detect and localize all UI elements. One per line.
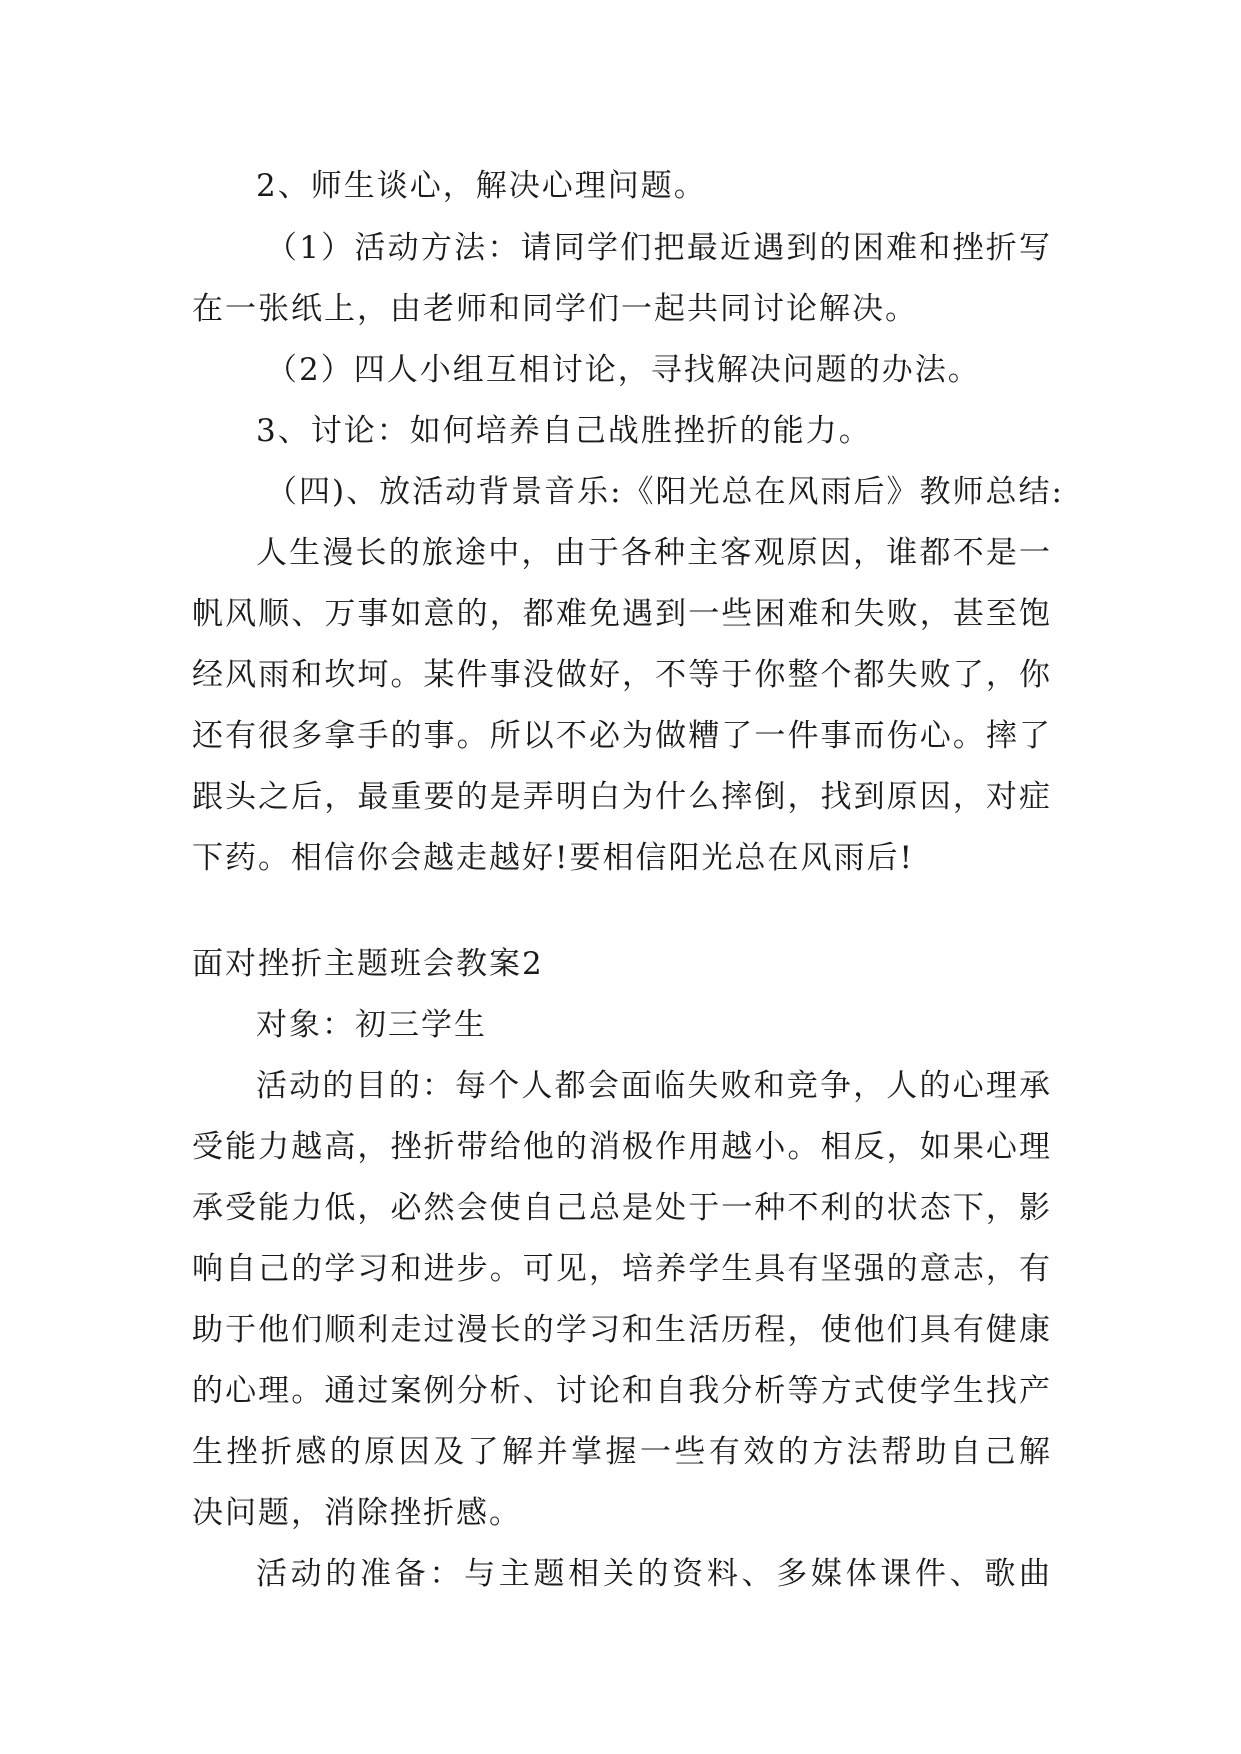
summary-line-1: 人生漫长的旅途中，由于各种主客观原因，谁都不是一 <box>256 535 1052 571</box>
purpose-line-6: 的心理。通过案例分析、讨论和自我分析等方式使学生找产 <box>192 1373 1052 1409</box>
purpose-line-5: 助于他们顺利走过漫长的学习和生活历程，使他们具有健康 <box>192 1312 1052 1348</box>
summary-line-3: 经风雨和坎坷。某件事没做好，不等于你整个都失败了，你 <box>192 657 1052 693</box>
summary-line-5: 跟头之后，最重要的是弄明白为什么摔倒，找到原因，对症 <box>192 779 1052 815</box>
purpose-line-4: 响自己的学习和进步。可见，培养学生具有坚强的意志，有 <box>192 1251 1052 1287</box>
step-2-1-line-1: （1）活动方法：请同学们把最近遇到的困难和挫折写 <box>266 230 1052 266</box>
target-audience-line: 对象：初三学生 <box>256 1007 487 1043</box>
step-2-1-line-2: 在一张纸上，由老师和同学们一起共同讨论解决。 <box>192 291 918 327</box>
purpose-line-1: 活动的目的：每个人都会面临失败和竞争，人的心理承 <box>256 1068 1052 1104</box>
lesson-plan-2-title: 面对挫折主题班会教案2 <box>192 946 544 982</box>
step-2-2-line: （2）四人小组互相讨论，寻找解决问题的办法。 <box>266 352 981 388</box>
purpose-line-7: 生挫折感的原因及了解并掌握一些有效的方法帮助自己解 <box>192 1434 1052 1470</box>
preparation-line-1: 活动的准备：与主题相关的资料、多媒体课件、歌曲 <box>256 1556 1052 1592</box>
purpose-line-8: 决问题，消除挫折感。 <box>192 1495 522 1531</box>
summary-line-6: 下药。相信你会越走越好!要相信阳光总在风雨后! <box>192 840 914 876</box>
summary-line-2: 帆风顺、万事如意的，都难免遇到一些困难和失败，甚至饱 <box>192 596 1052 632</box>
step-3-heading: 3、讨论：如何培养自己战胜挫折的能力。 <box>256 413 872 449</box>
purpose-line-2: 受能力越高，挫折带给他的消极作用越小。相反，如果心理 <box>192 1129 1052 1165</box>
step-2-heading: 2、师生谈心，解决心理问题。 <box>256 168 707 204</box>
purpose-line-3: 承受能力低，必然会使自己总是处于一种不利的状态下，影 <box>192 1190 1052 1226</box>
section-4-heading: （四)、放活动背景音乐:《阳光总在风雨后》教师总结: <box>266 474 1064 510</box>
summary-line-4: 还有很多拿手的事。所以不必为做糟了一件事而伤心。摔了 <box>192 718 1052 754</box>
